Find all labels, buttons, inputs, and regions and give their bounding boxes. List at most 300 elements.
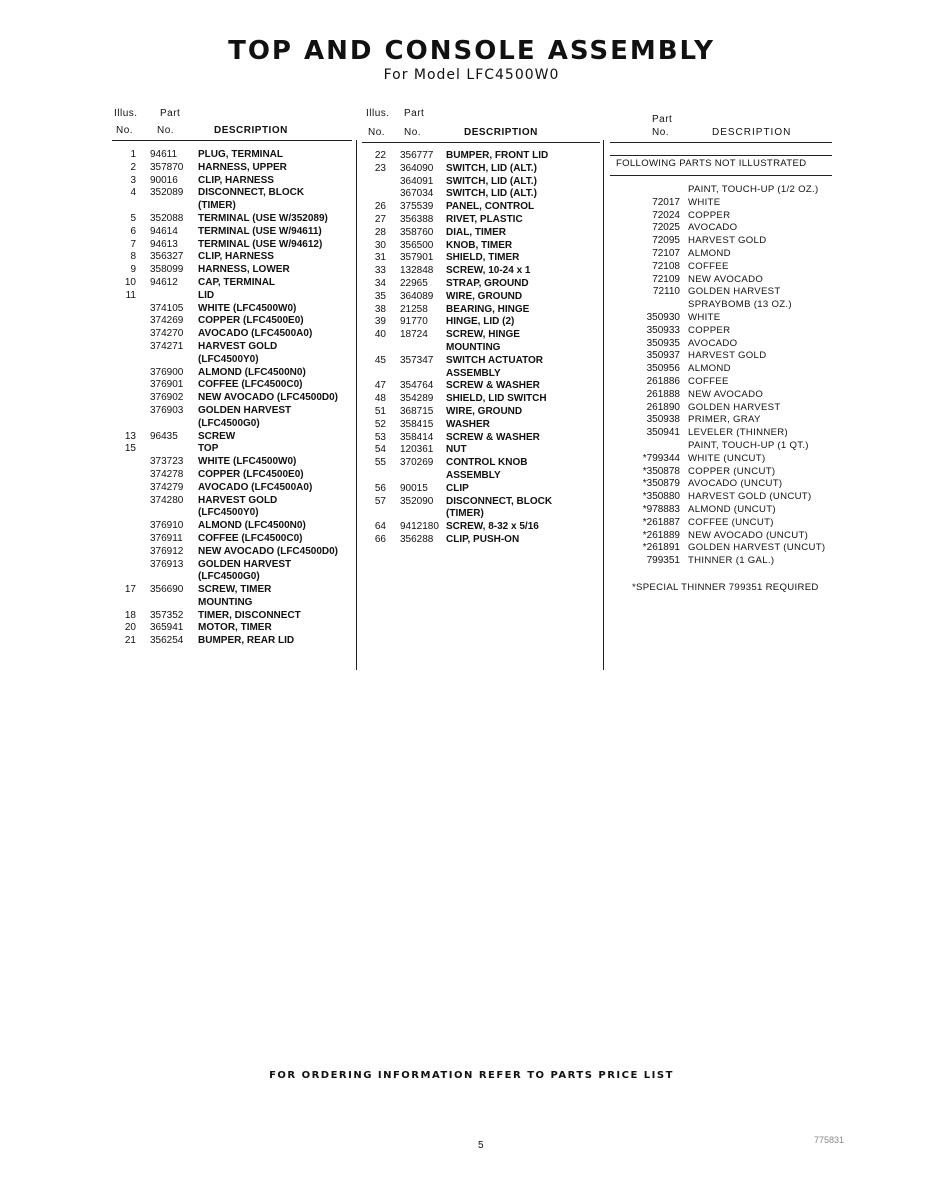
table-row xyxy=(356,393,602,406)
part-number: 374269 xyxy=(150,315,184,327)
illus-number: 3 xyxy=(130,174,136,186)
part-description: GOLDEN HARVEST (UNCUT) xyxy=(688,542,826,554)
part-description: BUMPER, FRONT LID xyxy=(446,150,549,161)
part-description: NUT xyxy=(446,444,467,456)
table-row xyxy=(608,184,838,197)
col2-parts-list xyxy=(356,150,602,547)
table-row xyxy=(100,187,356,200)
illus-number: 9 xyxy=(130,264,136,276)
part-description: RIVET, PLASTIC xyxy=(446,213,523,225)
illus-number: 53 xyxy=(374,431,386,443)
illus-number: 2 xyxy=(130,161,136,173)
table-row xyxy=(100,200,356,213)
part-number: 376901 xyxy=(150,379,184,391)
illus-number: 31 xyxy=(374,252,386,264)
part-number: 376913 xyxy=(150,558,184,570)
table-row xyxy=(356,163,602,176)
part-description: TERMINAL (USE W/94611) xyxy=(198,225,322,237)
table-row xyxy=(100,533,356,546)
part-number: 374279 xyxy=(150,481,184,493)
part-description: CLIP, PUSH-ON xyxy=(446,533,520,545)
table-row xyxy=(356,188,602,201)
illus-number: 39 xyxy=(374,316,386,328)
illus-number: 30 xyxy=(374,239,386,251)
table-row xyxy=(608,235,838,248)
table-row xyxy=(100,251,356,264)
table-row xyxy=(100,610,356,623)
part-description: NEW AVOCADO (LFC4500D0) xyxy=(198,545,339,557)
table-row xyxy=(608,325,838,338)
table-row xyxy=(100,239,356,252)
table-row xyxy=(356,329,602,342)
part-description: STRAP, GROUND xyxy=(446,277,529,289)
table-row xyxy=(100,456,356,469)
part-number: 358760 xyxy=(400,226,434,238)
part-number: 94612 xyxy=(150,276,178,288)
page-number: 5 xyxy=(478,1140,484,1151)
part-description: HARVEST GOLD xyxy=(198,340,278,352)
part-number: 374105 xyxy=(150,302,184,314)
part-description: BEARING, HINGE xyxy=(446,303,530,315)
part-number: 352088 xyxy=(150,212,184,224)
part-description: GOLDEN HARVEST xyxy=(198,404,292,416)
table-row xyxy=(356,444,602,457)
part-number: 376911 xyxy=(150,532,183,544)
table-row xyxy=(100,405,356,418)
part-description: SCREW & WASHER xyxy=(446,380,540,392)
table-row xyxy=(608,274,838,287)
table-row xyxy=(356,534,602,547)
table-row xyxy=(356,521,602,534)
part-description: WIRE, GROUND xyxy=(446,290,523,302)
part-description: ALMOND (LFC4500N0) xyxy=(198,520,306,532)
part-number: 350937 xyxy=(646,350,680,362)
part-number: 132848 xyxy=(400,265,434,277)
col2-header-rule xyxy=(362,142,600,143)
table-row xyxy=(100,328,356,341)
part-number: 18724 xyxy=(400,329,428,341)
col3-parts-list xyxy=(608,184,838,568)
part-description: AVOCADO (LFC4500A0) xyxy=(198,328,313,340)
table-row xyxy=(100,367,356,380)
table-row xyxy=(100,175,356,188)
table-row xyxy=(356,406,602,419)
part-description: GOLDEN HARVEST xyxy=(688,401,781,413)
part-number: 358099 xyxy=(150,264,184,276)
illus-number: 33 xyxy=(374,265,386,277)
table-row xyxy=(608,440,838,453)
table-row xyxy=(356,508,602,521)
part-description: COFFEE (UNCUT) xyxy=(688,516,774,528)
part-number: 373723 xyxy=(150,456,184,468)
table-row xyxy=(100,290,356,303)
part-description: PAINT, TOUCH-UP (1 QT.) xyxy=(688,439,809,451)
part-description: HINGE, LID (2) xyxy=(446,316,515,328)
part-number: 367034 xyxy=(400,188,434,200)
page-subtitle: For Model LFC4500W0 xyxy=(383,67,560,83)
part-number: 356500 xyxy=(400,239,434,251)
part-description: SPRAYBOMB (13 OZ.) xyxy=(688,299,792,311)
table-row xyxy=(608,376,838,389)
col1-illus-header-top: Illus. xyxy=(114,108,138,119)
part-number: 356690 xyxy=(150,584,184,596)
part-number: 96435 xyxy=(150,430,178,442)
table-row xyxy=(356,304,602,317)
part-description: COFFEE xyxy=(688,375,729,387)
table-row xyxy=(356,355,602,368)
part-number: 358414 xyxy=(400,431,434,443)
illus-number: 55 xyxy=(374,457,386,469)
part-description: KNOB, TIMER xyxy=(446,239,513,251)
part-description: CAP, TERMINAL xyxy=(198,276,276,288)
part-number: 368715 xyxy=(400,405,434,417)
illus-number: 15 xyxy=(124,443,136,455)
table-row xyxy=(608,210,838,223)
part-description: ALMOND xyxy=(688,363,731,375)
table-row xyxy=(356,457,602,470)
part-number: 374270 xyxy=(150,328,184,340)
column-divider-2 xyxy=(603,140,604,670)
part-number: 72025 xyxy=(652,222,680,234)
part-description: TOP xyxy=(198,443,219,455)
illus-number: 10 xyxy=(124,276,136,288)
part-number: 354289 xyxy=(400,393,434,405)
part-description: COFFEE (LFC4500C0) xyxy=(198,379,303,391)
part-description: AVOCADO xyxy=(688,337,738,349)
part-number: 352090 xyxy=(400,495,434,507)
part-number: 356254 xyxy=(150,635,184,647)
col3-header-rule xyxy=(610,142,832,143)
table-row xyxy=(356,291,602,304)
illus-number: 6 xyxy=(130,225,136,237)
table-row xyxy=(608,491,838,504)
table-row xyxy=(608,427,838,440)
part-description: CONTROL KNOB xyxy=(446,457,528,469)
illus-number: 8 xyxy=(130,251,136,263)
part-description: (LFC4500Y0) xyxy=(198,507,259,519)
part-description: SCREW, 10-24 x 1 xyxy=(446,265,531,277)
part-description: SCREW xyxy=(198,430,236,442)
part-description: CLIP xyxy=(446,482,469,494)
illus-number: 4 xyxy=(130,187,136,199)
part-number: 357870 xyxy=(150,161,184,173)
part-number: 358415 xyxy=(400,418,434,430)
part-description: PAINT, TOUCH-UP (1/2 OZ.) xyxy=(688,184,819,195)
illus-number: 66 xyxy=(374,533,386,545)
part-number: 376903 xyxy=(150,404,184,416)
part-number: 120361 xyxy=(400,444,434,456)
part-number: 356777 xyxy=(400,150,434,161)
part-number: 72095 xyxy=(652,235,680,247)
part-description: BUMPER, REAR LID xyxy=(198,635,295,647)
table-row xyxy=(608,312,838,325)
part-number: 370269 xyxy=(400,457,434,469)
part-description: DIAL, TIMER xyxy=(446,226,506,238)
table-row xyxy=(100,622,356,635)
page-title: TOP AND CONSOLE ASSEMBLY xyxy=(228,36,715,66)
part-number: 374278 xyxy=(150,468,184,480)
table-row xyxy=(100,507,356,520)
part-description: WHITE (LFC4500W0) xyxy=(198,456,297,468)
table-row xyxy=(356,432,602,445)
illus-number: 52 xyxy=(374,418,386,430)
table-row xyxy=(608,555,838,568)
part-number: 352089 xyxy=(150,187,184,199)
part-description: (TIMER) xyxy=(198,200,236,212)
table-row xyxy=(608,517,838,530)
part-number: 350935 xyxy=(646,337,680,349)
illus-number: 45 xyxy=(374,354,386,366)
illus-number: 21 xyxy=(124,635,136,647)
part-description: CLIP, HARNESS xyxy=(198,174,274,186)
document-code: 775831 xyxy=(814,1135,845,1145)
part-description: SHIELD, TIMER xyxy=(446,252,520,264)
part-description: TERMINAL (USE W/352089) xyxy=(198,212,328,224)
table-row xyxy=(608,261,838,274)
illus-number: 22 xyxy=(374,150,386,161)
table-row xyxy=(100,303,356,316)
illus-number: 18 xyxy=(124,609,136,621)
table-row xyxy=(356,227,602,240)
col1-description-header: DESCRIPTION xyxy=(214,125,288,136)
table-row xyxy=(608,350,838,363)
table-row xyxy=(608,453,838,466)
part-description: NEW AVOCADO (UNCUT) xyxy=(688,529,809,541)
part-number: 375539 xyxy=(400,201,434,213)
table-row xyxy=(608,402,838,415)
part-description: GOLDEN HARVEST xyxy=(198,558,292,570)
table-row xyxy=(100,418,356,431)
part-number: 72110 xyxy=(652,286,680,298)
table-row xyxy=(356,483,602,496)
part-description: ALMOND xyxy=(688,247,731,259)
table-row xyxy=(356,368,602,381)
illus-number: 11 xyxy=(125,289,136,301)
part-description: SWITCH, LID (ALT.) xyxy=(446,162,537,174)
part-number: 261886 xyxy=(646,375,680,387)
illus-number: 38 xyxy=(374,303,386,315)
part-number: 94613 xyxy=(150,238,178,250)
illus-number: 7 xyxy=(130,238,136,250)
table-row xyxy=(100,341,356,354)
col3-part-header-top: Part xyxy=(652,114,673,125)
part-description: HARVEST GOLD xyxy=(688,235,767,247)
part-description: AVOCADO (UNCUT) xyxy=(688,478,783,490)
part-number: 261888 xyxy=(646,388,680,400)
part-number: 357352 xyxy=(150,609,184,621)
part-description: MOUNTING xyxy=(198,596,253,608)
table-row xyxy=(356,316,602,329)
part-number: 356327 xyxy=(150,251,184,263)
table-row xyxy=(100,546,356,559)
part-description: PRIMER, GRAY xyxy=(688,414,761,426)
part-description: COPPER (LFC4500E0) xyxy=(198,468,304,480)
table-row xyxy=(100,443,356,456)
illus-number: 13 xyxy=(124,430,136,442)
part-number: *261887 xyxy=(642,516,680,528)
table-row xyxy=(100,392,356,405)
part-description: COPPER (LFC4500E0) xyxy=(198,315,304,327)
col3-section-rule-top xyxy=(610,155,832,156)
part-description: PLUG, TERMINAL xyxy=(198,149,283,160)
part-description: WHITE xyxy=(688,196,721,208)
table-row xyxy=(100,520,356,533)
col3-note: *SPECIAL THINNER 799351 REQUIRED xyxy=(632,582,819,593)
table-row xyxy=(608,197,838,210)
table-row xyxy=(608,530,838,543)
part-number: *350879 xyxy=(642,478,680,490)
part-description: WHITE (UNCUT) xyxy=(688,452,766,464)
part-description: SWITCH, LID (ALT.) xyxy=(446,175,537,187)
table-row xyxy=(356,176,602,189)
illus-number: 23 xyxy=(374,162,386,174)
part-number: 91770 xyxy=(400,316,428,328)
part-description: (LFC4500G0) xyxy=(198,571,260,583)
part-number: 357901 xyxy=(400,252,434,264)
part-number: 350938 xyxy=(646,414,680,426)
part-description: THINNER (1 GAL.) xyxy=(688,555,775,567)
col1-part-header-bottom: No. xyxy=(157,125,175,136)
part-number: 357347 xyxy=(400,354,434,366)
illus-number: 34 xyxy=(374,277,386,289)
illus-number: 35 xyxy=(374,290,386,302)
part-description: SCREW, TIMER xyxy=(198,584,272,596)
part-description: (TIMER) xyxy=(446,508,484,520)
col2-illus-header-bottom: No. xyxy=(368,127,386,138)
table-row xyxy=(356,214,602,227)
part-description: ASSEMBLY xyxy=(446,367,501,379)
part-number: 72024 xyxy=(652,209,680,221)
col2-part-header-bottom: No. xyxy=(404,127,422,138)
table-row xyxy=(608,466,838,479)
table-row xyxy=(356,265,602,278)
part-number: 374280 xyxy=(150,494,184,506)
table-row xyxy=(608,338,838,351)
part-description: NEW AVOCADO xyxy=(688,388,764,400)
part-description: NEW AVOCADO xyxy=(688,273,764,285)
part-description: HARVEST GOLD xyxy=(688,350,767,362)
table-row xyxy=(608,299,838,312)
part-description: DISCONNECT, BLOCK xyxy=(446,495,553,507)
part-description: COPPER xyxy=(688,324,731,336)
part-number: 9412180 xyxy=(400,521,439,533)
part-number: 364090 xyxy=(400,162,434,174)
table-row xyxy=(100,495,356,508)
table-row xyxy=(608,248,838,261)
part-number: 21258 xyxy=(400,303,428,315)
table-row xyxy=(608,222,838,235)
part-description: COFFEE (LFC4500C0) xyxy=(198,532,303,544)
part-description: (LFC4500Y0) xyxy=(198,353,259,365)
table-row xyxy=(356,240,602,253)
part-number: 72017 xyxy=(652,196,680,208)
col3-description-header: DESCRIPTION xyxy=(712,127,792,138)
part-number: *261891 xyxy=(642,542,680,554)
illus-number: 20 xyxy=(124,622,136,634)
part-description: SCREW & WASHER xyxy=(446,431,540,443)
part-number: *261889 xyxy=(642,529,680,541)
illus-number: 56 xyxy=(374,482,386,494)
illus-number: 51 xyxy=(374,405,386,417)
table-row xyxy=(608,389,838,402)
table-row xyxy=(356,419,602,432)
table-row xyxy=(100,482,356,495)
table-row xyxy=(100,354,356,367)
col2-part-header-top: Part xyxy=(404,108,425,119)
part-number: 22965 xyxy=(400,277,428,289)
part-number: 72109 xyxy=(652,273,680,285)
part-number: 356388 xyxy=(400,213,434,225)
part-description: TERMINAL (USE W/94612) xyxy=(198,238,323,250)
table-row xyxy=(100,379,356,392)
illus-number: 1 xyxy=(130,149,136,160)
part-description: SCREW, 8-32 x 5/16 xyxy=(446,521,539,533)
part-description: CLIP, HARNESS xyxy=(198,251,274,263)
col3-part-header-bottom: No. xyxy=(652,127,670,138)
part-number: 94614 xyxy=(150,225,178,237)
illus-number: 48 xyxy=(374,393,386,405)
col3-section-heading: FOLLOWING PARTS NOT ILLUSTRATED xyxy=(616,158,807,169)
col2-description-header: DESCRIPTION xyxy=(464,127,538,138)
table-row xyxy=(100,226,356,239)
table-row xyxy=(100,277,356,290)
illus-number: 40 xyxy=(374,329,386,341)
table-row xyxy=(100,559,356,572)
illus-number: 27 xyxy=(374,213,386,225)
part-number: *978883 xyxy=(642,503,680,515)
part-description: HARNESS, LOWER xyxy=(198,264,290,276)
part-description: COPPER xyxy=(688,209,731,221)
part-description: SHIELD, LID SWITCH xyxy=(446,393,547,405)
table-row xyxy=(100,162,356,175)
part-description: SWITCH ACTUATOR xyxy=(446,354,544,366)
table-row xyxy=(356,252,602,265)
part-description: (LFC4500G0) xyxy=(198,417,260,429)
table-row xyxy=(100,264,356,277)
part-description: HARVEST GOLD xyxy=(198,494,278,506)
table-row xyxy=(356,496,602,509)
part-number: 90015 xyxy=(400,482,428,494)
table-row xyxy=(608,363,838,376)
part-description: WIRE, GROUND xyxy=(446,405,523,417)
part-number: 376912 xyxy=(150,545,184,557)
illus-number: 64 xyxy=(374,521,386,533)
part-number: 799351 xyxy=(646,555,680,567)
col1-part-header-top: Part xyxy=(160,108,181,119)
col1-parts-list xyxy=(100,149,356,648)
table-row xyxy=(356,278,602,291)
part-number: 350956 xyxy=(646,363,680,375)
table-row xyxy=(356,470,602,483)
part-description: GOLDEN HARVEST xyxy=(688,286,781,298)
part-number: 90016 xyxy=(150,174,178,186)
part-number: 350933 xyxy=(646,324,680,336)
illus-number: 57 xyxy=(374,495,386,507)
part-description: COPPER (UNCUT) xyxy=(688,465,776,477)
part-number: 376900 xyxy=(150,366,184,378)
part-description: SCREW, HINGE xyxy=(446,329,520,341)
part-number: 72108 xyxy=(652,260,680,272)
col1-header-rule xyxy=(112,140,352,141)
table-row xyxy=(100,584,356,597)
part-number: 376910 xyxy=(150,520,184,532)
part-description: SWITCH, LID (ALT.) xyxy=(446,188,537,200)
part-description: HARNESS, UPPER xyxy=(198,161,287,173)
illus-number: 54 xyxy=(374,444,386,456)
page-footer: FOR ORDERING INFORMATION REFER TO PARTS PRICE LIST xyxy=(269,1070,674,1081)
illus-number: 26 xyxy=(374,201,386,213)
table-row xyxy=(100,315,356,328)
